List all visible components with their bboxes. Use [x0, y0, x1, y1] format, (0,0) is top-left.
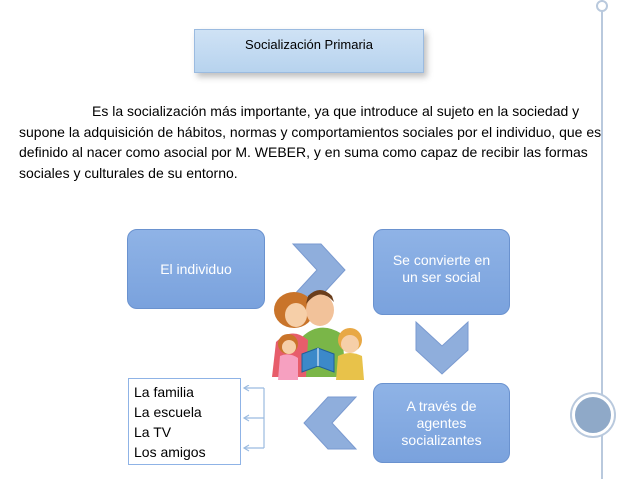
agents-list: [128, 378, 241, 465]
chevron-down-arrow: [412, 318, 472, 378]
agent-item-amigos: Los amigos: [134, 444, 206, 460]
decorative-circle: [572, 394, 614, 436]
flow-box-agentes: [373, 383, 510, 463]
flow-box-ser-social-line2: un ser social: [402, 269, 481, 285]
flow-box-ser-social: [373, 229, 510, 315]
agent-item-tv: La TV: [134, 424, 172, 440]
flow-box-individuo: [127, 229, 265, 309]
flow-box-agentes-line2: agentes: [416, 414, 467, 431]
chevron-left-arrow: [300, 393, 360, 453]
decorative-dot: [596, 0, 608, 12]
flow-box-ser-social-line1: Se convierte en: [392, 252, 491, 268]
bracket-connector-icon: [240, 385, 270, 455]
definition-text: Es la socialización más importante, ya que introduce al sujeto en la sociedad y supone la adquisición de hábitos, normas y comportamientos sociales por el individuo, que es definido al nacer como asocial por M. WEBER, y en suma como capaz de recibir las formas sociales y culturales de su entorno.: [19, 103, 602, 181]
family-reading-illustration: [262, 282, 372, 382]
flow-box-agentes-line1: A través de: [406, 397, 477, 414]
flow-box-individuo-label: El individuo: [160, 260, 232, 277]
slide-title: [194, 29, 424, 73]
flow-box-agentes-line3: socializantes: [401, 431, 482, 448]
agent-item-familia: La familia: [134, 384, 194, 400]
agent-item-escuela: La escuela: [134, 404, 202, 420]
slide-title-text: Socialización Primaria: [245, 37, 373, 52]
definition-paragraph: [19, 101, 619, 183]
